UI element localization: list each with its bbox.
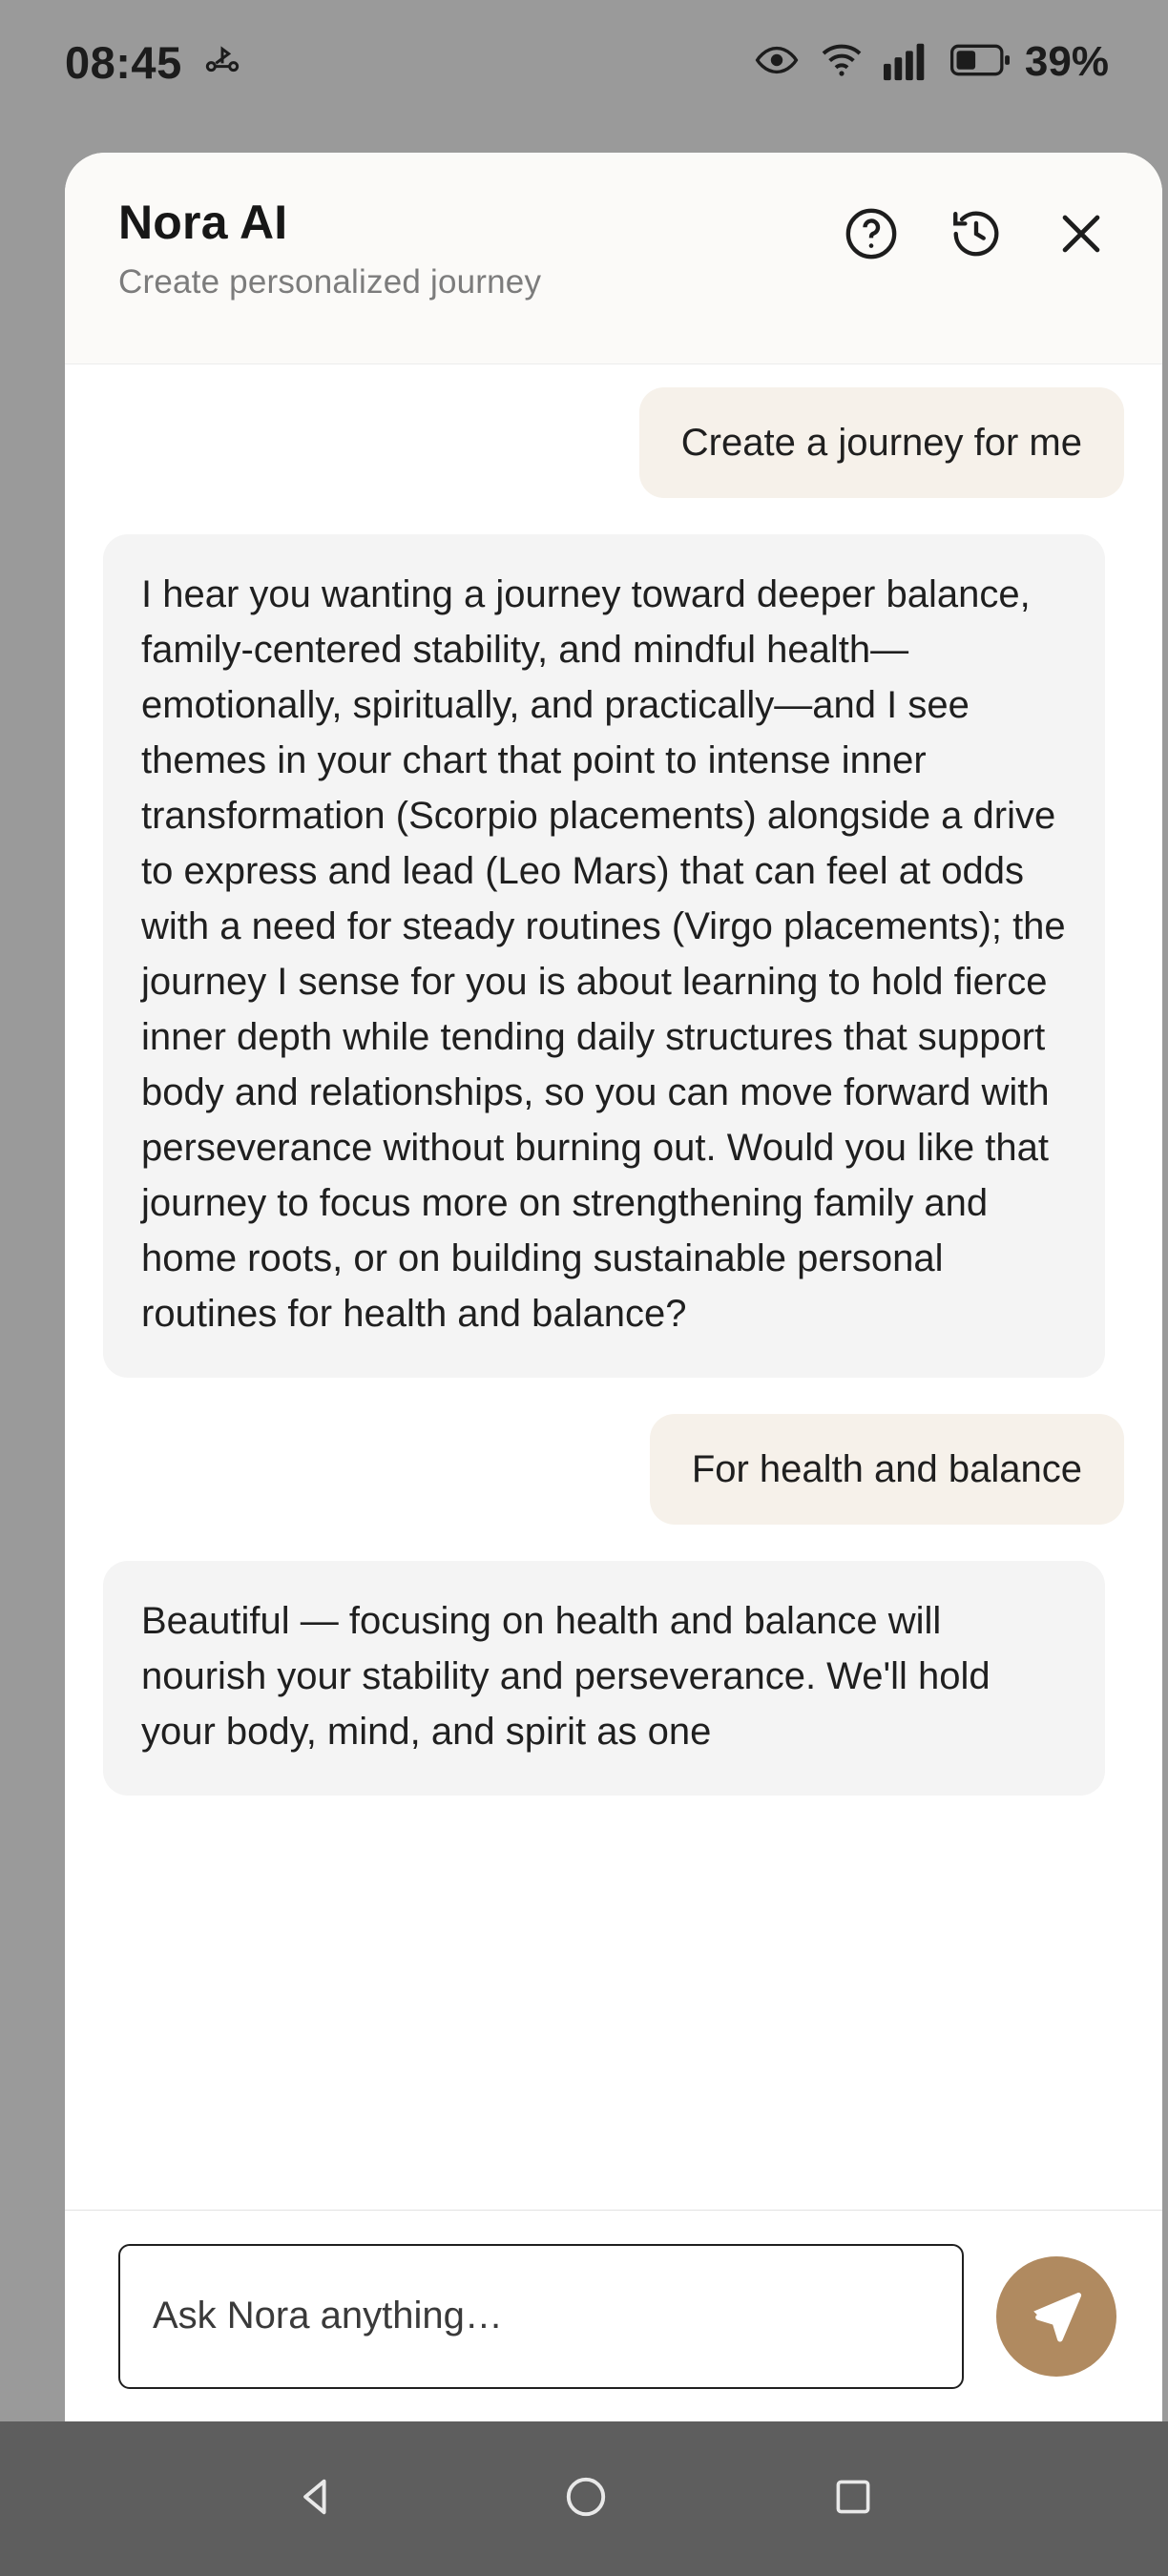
history-icon[interactable] bbox=[949, 206, 1004, 261]
status-bar-left bbox=[65, 36, 241, 89]
nora-ai-sheet bbox=[65, 153, 1162, 2421]
chat-bubble: I hear you wanting a journey toward deeper balance, family-centered stability, and mindful health—emotionally, spiritually, and practically—and I see themes in your chart that point to intense inner transformation (Scorpio placements) alongside a drive to express and lead (Leo Mars) that can feel at odds with a need for steady routines (Virgo placements); the journey I sense for you is about learning to hold fierce inner depth while tending daily structures that support body and relationships, so you can move forward with perseverance without burning out. Would you like that journey to focus more on strengthening family and home roots, or on building sustainable personal routines for health and balance? bbox=[103, 534, 1105, 1378]
chat-bubble: For health and balance bbox=[650, 1414, 1124, 1525]
message-composer bbox=[65, 2210, 1162, 2421]
back-icon[interactable] bbox=[292, 2472, 342, 2526]
status-clock: 08:45 bbox=[65, 36, 182, 88]
chat-message-bot bbox=[103, 1561, 1124, 1796]
chat-message-user bbox=[103, 387, 1124, 498]
status-bar bbox=[0, 0, 1168, 124]
status-bar-right bbox=[754, 37, 1109, 88]
header-titles bbox=[118, 195, 541, 301]
send-button[interactable] bbox=[996, 2256, 1116, 2377]
message-input[interactable] bbox=[153, 2295, 929, 2337]
battery-icon bbox=[950, 44, 1010, 81]
eye-icon bbox=[754, 37, 800, 88]
sheet-header bbox=[65, 153, 1162, 364]
signal-icon bbox=[884, 39, 931, 86]
wifi-icon bbox=[819, 37, 865, 88]
chat-bubble: Beautiful — focusing on health and balance will nourish your stability and perseverance. We'll hold your body, mind, and spirit as one bbox=[103, 1561, 1105, 1796]
battery-percent: 39% bbox=[1024, 38, 1109, 85]
page-title: Nora AI bbox=[118, 196, 288, 249]
chat-message-bot bbox=[103, 534, 1124, 1378]
send-icon bbox=[1027, 2287, 1086, 2346]
home-icon[interactable] bbox=[561, 2472, 611, 2526]
recents-icon[interactable] bbox=[830, 2474, 876, 2524]
header-actions bbox=[844, 195, 1109, 261]
android-nav-bar bbox=[0, 2421, 1168, 2576]
bluetooth-icon bbox=[203, 41, 241, 84]
chat-bubble: Create a journey for me bbox=[639, 387, 1124, 498]
chat-thread[interactable] bbox=[65, 364, 1162, 2421]
chat-message-user bbox=[103, 1414, 1124, 1525]
close-icon[interactable] bbox=[1053, 206, 1109, 261]
page-subtitle: Create personalized journey bbox=[118, 263, 542, 301]
help-icon[interactable] bbox=[844, 206, 899, 261]
message-input-wrapper[interactable] bbox=[118, 2244, 964, 2389]
